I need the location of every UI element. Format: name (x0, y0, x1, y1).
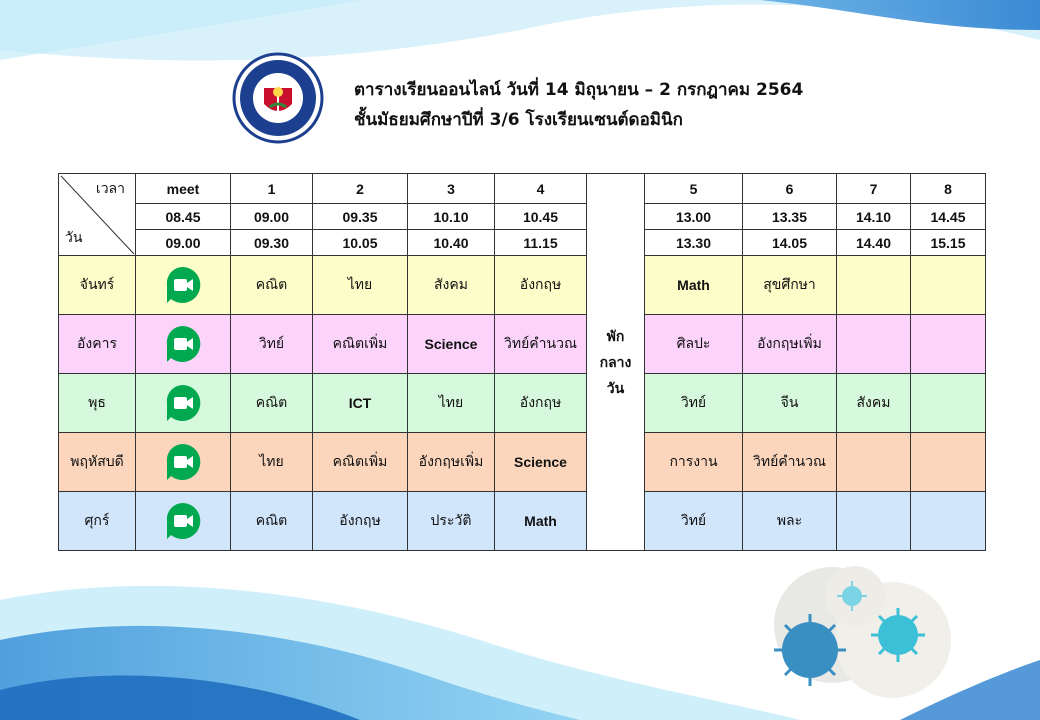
day-name: ศุกร์ (59, 492, 136, 551)
end-time: 09.30 (231, 230, 313, 256)
class-subtitle: ชั้นมัธยมศึกษาปีที่ 3/6 โรงเรียนเซนต์ดอมินิก (354, 110, 683, 130)
subject-cell: ไทย (313, 256, 408, 315)
start-time: 13.00 (645, 204, 743, 230)
subject-cell: ศิลปะ (645, 315, 743, 374)
meet-link[interactable] (136, 374, 231, 433)
end-time: 13.30 (645, 230, 743, 256)
time-label: เวลา (95, 180, 125, 196)
subject-cell: ไทย (231, 433, 313, 492)
subject-cell: ICT (313, 374, 408, 433)
subject-cell (911, 256, 986, 315)
google-meet-icon[interactable] (136, 383, 230, 423)
subject-cell: การงาน (645, 433, 743, 492)
end-time: 14.05 (743, 230, 837, 256)
end-time: 14.40 (837, 230, 911, 256)
meet-link[interactable] (136, 492, 231, 551)
subject-cell (911, 433, 986, 492)
subject-cell (911, 492, 986, 551)
subject-cell (911, 374, 986, 433)
subject-cell: วิทย์ (231, 315, 313, 374)
subject-cell (911, 315, 986, 374)
start-time: 09.35 (313, 204, 408, 230)
corner-cell (59, 174, 136, 256)
subject-cell: Science (495, 433, 587, 492)
timetable (58, 173, 986, 551)
subject-cell: พละ (743, 492, 837, 551)
subject-cell: อังกฤษเพิ่ม (408, 433, 495, 492)
subject-cell: อังกฤษเพิ่ม (743, 315, 837, 374)
google-meet-icon[interactable] (136, 501, 230, 541)
start-time: 08.45 (136, 204, 231, 230)
lunch-label: พัก (606, 328, 625, 344)
subject-cell: อังกฤษ (495, 374, 587, 433)
google-meet-icon[interactable] (136, 442, 230, 482)
page-header (232, 52, 932, 152)
subject-cell: ประวัติ (408, 492, 495, 551)
meet-link[interactable] (136, 256, 231, 315)
period-header: 2 (313, 174, 408, 204)
period-header: 4 (495, 174, 587, 204)
thursday-row (59, 433, 986, 492)
meet-link[interactable] (136, 433, 231, 492)
start-time: 13.35 (743, 204, 837, 230)
lunch-label: กลาง (599, 354, 632, 370)
subject-cell: คณิต (231, 492, 313, 551)
subject-cell: อังกฤษ (313, 492, 408, 551)
period-header: 1 (231, 174, 313, 204)
subject-cell: วิทย์คำนวณ (495, 315, 587, 374)
day-label: วัน (65, 229, 83, 245)
subject-cell: คณิตเพิ่ม (313, 315, 408, 374)
period-header: 5 (645, 174, 743, 204)
subject-cell: คณิต (231, 256, 313, 315)
period-header: 3 (408, 174, 495, 204)
day-name: พุธ (59, 374, 136, 433)
meet-link[interactable] (136, 315, 231, 374)
day-name: จันทร์ (59, 256, 136, 315)
subject-cell (837, 256, 911, 315)
subject-cell: Math (495, 492, 587, 551)
subject-cell: คณิต (231, 374, 313, 433)
google-meet-icon[interactable] (136, 324, 230, 364)
subject-cell: วิทย์ (645, 492, 743, 551)
subject-cell (837, 433, 911, 492)
end-time: 15.15 (911, 230, 986, 256)
period-header: 8 (911, 174, 986, 204)
subject-cell: ไทย (408, 374, 495, 433)
lunch-break-cell (587, 174, 645, 551)
schedule-title: ตารางเรียนออนไลน์ วันที่ 14 มิถุนายน – 2 กรกฎาคม 2564 (354, 80, 804, 100)
end-time: 10.05 (313, 230, 408, 256)
subject-cell: สังคม (837, 374, 911, 433)
day-name: อังคาร (59, 315, 136, 374)
wednesday-row (59, 374, 986, 433)
subject-cell: Science (408, 315, 495, 374)
subject-cell: อังกฤษ (495, 256, 587, 315)
period-header: 7 (837, 174, 911, 204)
subject-cell (837, 492, 911, 551)
lunch-label: วัน (606, 380, 625, 396)
subject-cell: สุขศึกษา (743, 256, 837, 315)
google-meet-icon[interactable] (136, 265, 230, 305)
start-time: 14.10 (837, 204, 911, 230)
day-name: พฤหัสบดี (59, 433, 136, 492)
subject-cell: วิทย์ (645, 374, 743, 433)
end-time: 10.40 (408, 230, 495, 256)
start-time: 10.10 (408, 204, 495, 230)
subject-cell: คณิตเพิ่ม (313, 433, 408, 492)
subject-cell: วิทย์คำนวณ (743, 433, 837, 492)
end-time: 11.15 (495, 230, 587, 256)
start-time: 14.45 (911, 204, 986, 230)
period-header: meet (136, 174, 231, 204)
end-time: 09.00 (136, 230, 231, 256)
period-header: 6 (743, 174, 837, 204)
start-time: 09.00 (231, 204, 313, 230)
virus-icon (871, 608, 925, 662)
school-logo-icon (232, 52, 324, 144)
tuesday-row (59, 315, 986, 374)
start-time: 10.45 (495, 204, 587, 230)
subject-cell: Math (645, 256, 743, 315)
monday-row (59, 256, 986, 315)
subject-cell (837, 315, 911, 374)
subject-cell: จีน (743, 374, 837, 433)
subject-cell: สังคม (408, 256, 495, 315)
friday-row (59, 492, 986, 551)
